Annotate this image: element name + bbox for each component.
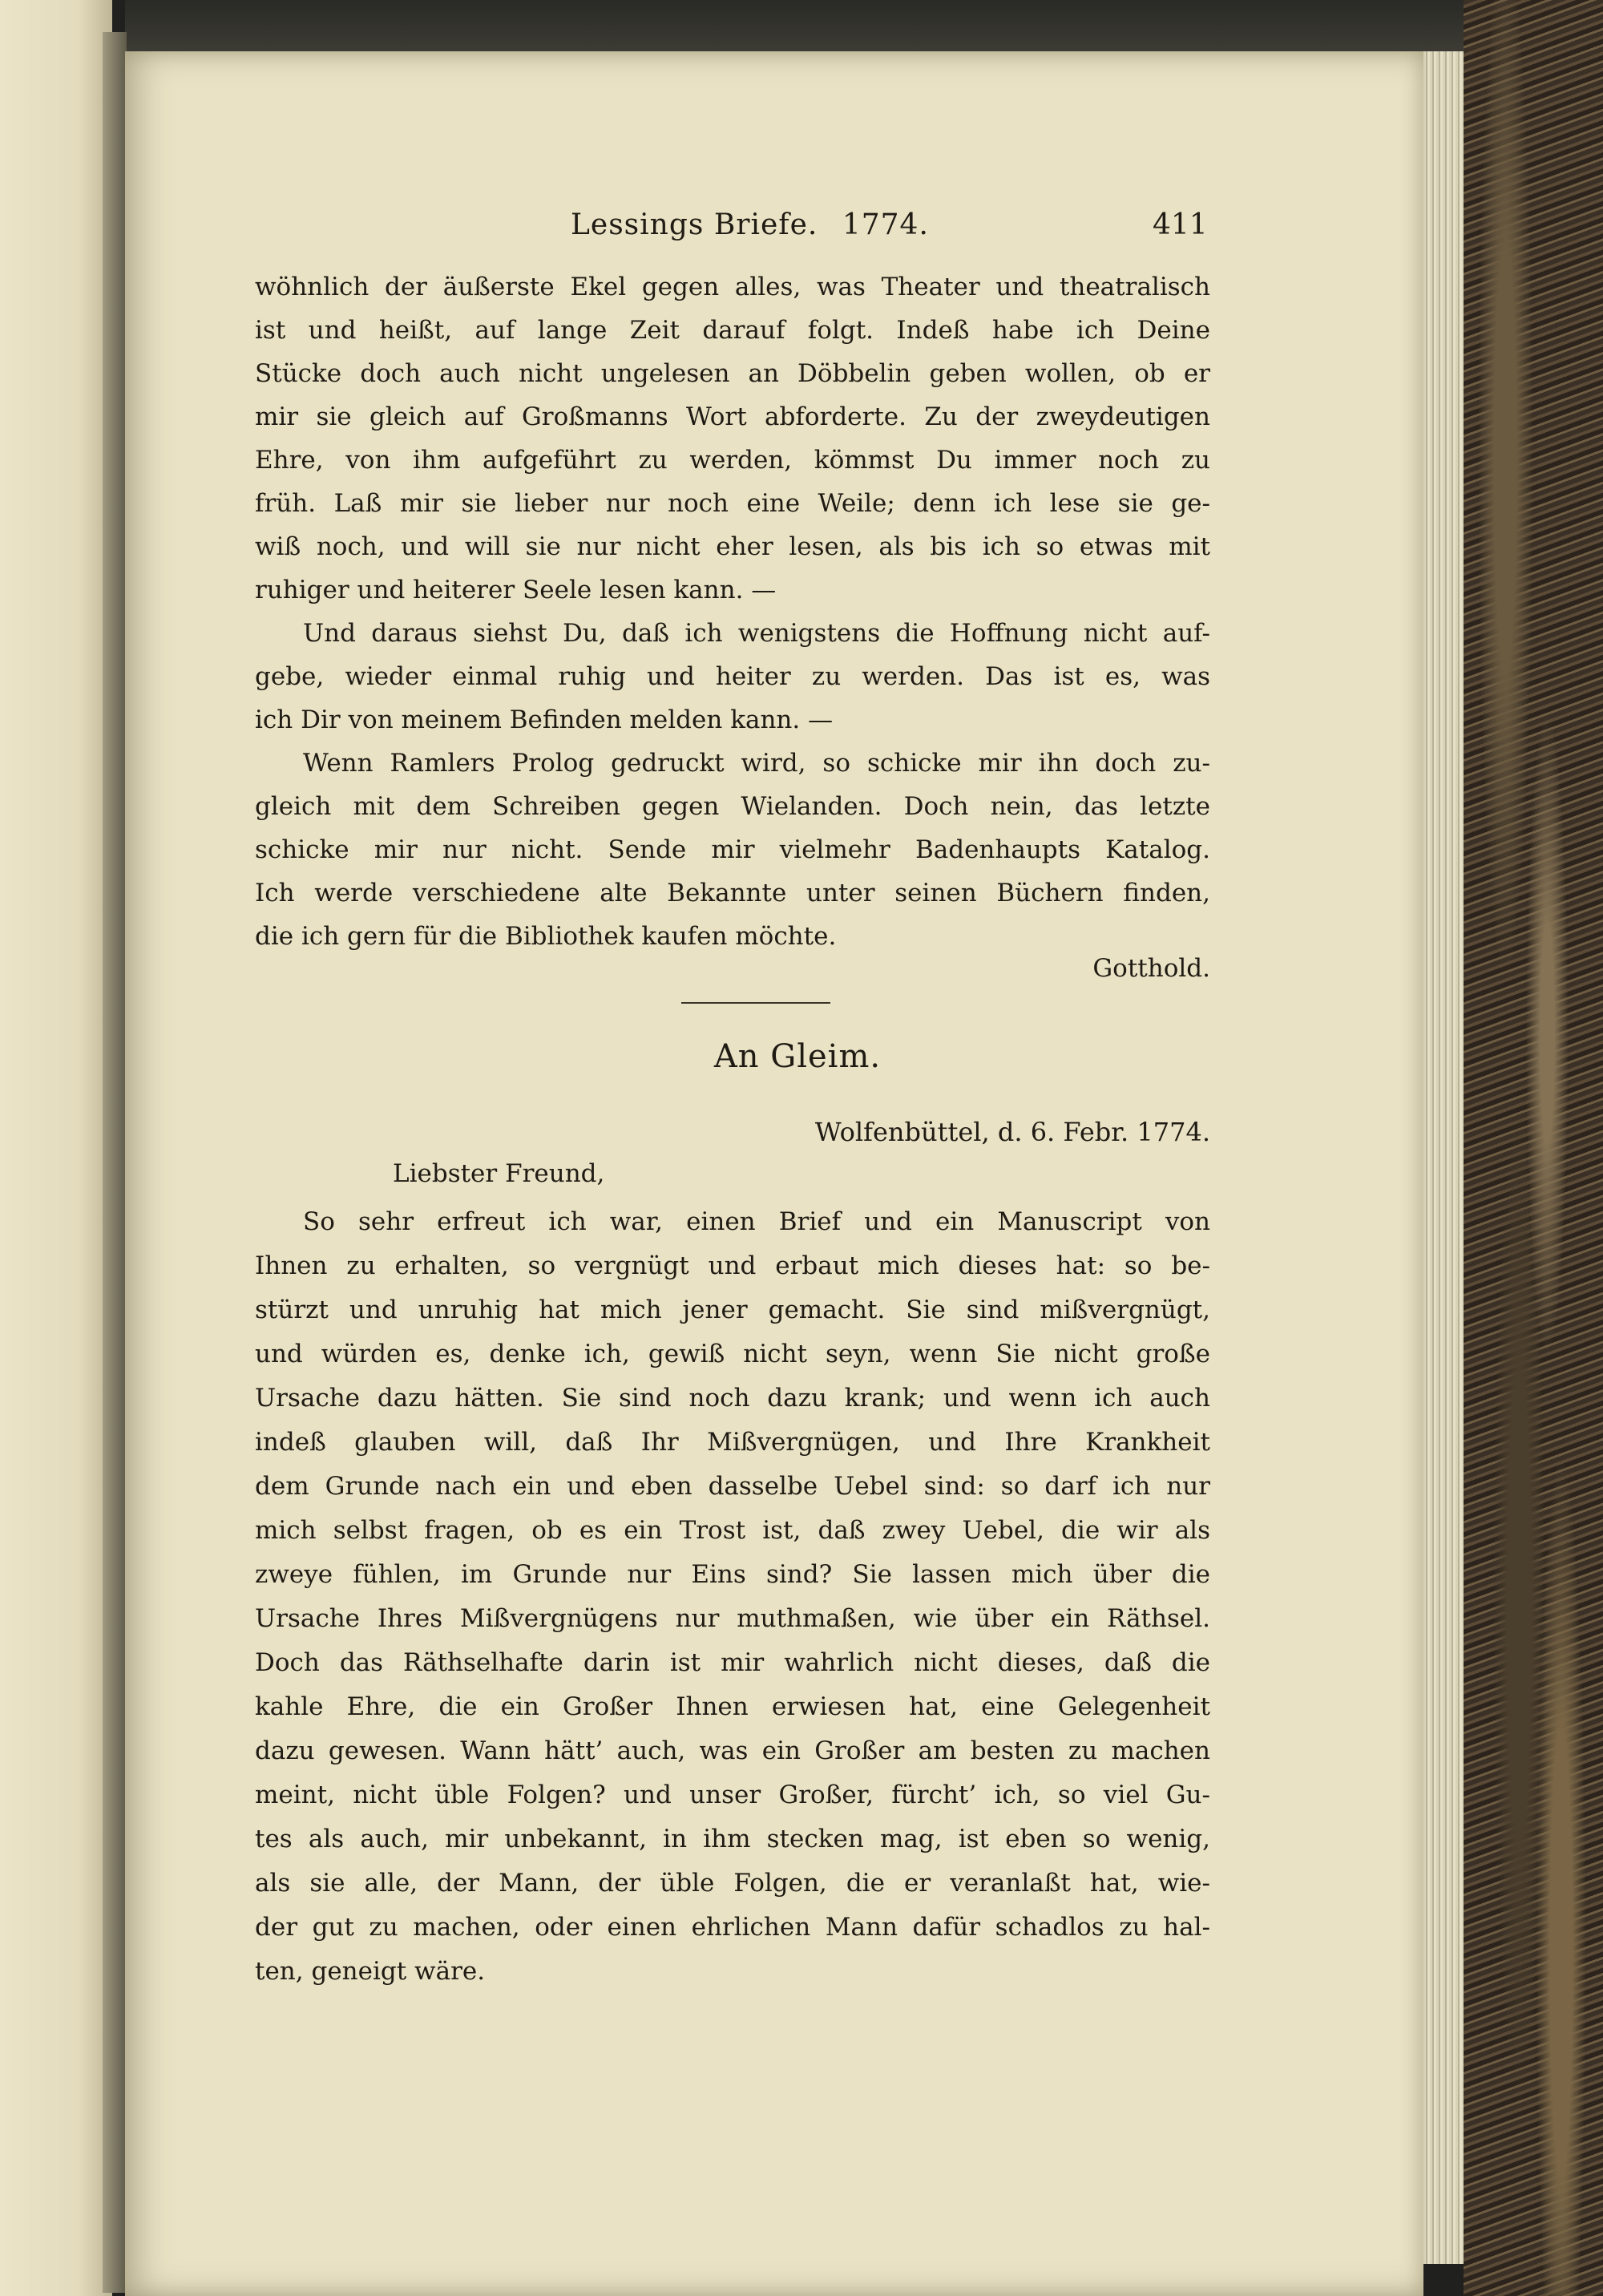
text-line: meint, nicht üble Folgen? und unser Großer, fürcht’ ich, so viel Gu- [255,1781,1210,1809]
salutation: Liebster Freund, [393,1159,605,1188]
left-page-edge [0,0,112,2296]
text-line: Ehre, von ihm aufgeführt zu werden, kömmst Du immer noch zu [255,446,1210,475]
running-year: 1774. [842,208,929,241]
text-line: die ich gern für die Bibliothek kaufen möchte. [255,922,837,951]
text-line: indeß glauben will, daß Ihr Mißvergnügen, und Ihre Krankheit [255,1428,1210,1457]
text-line: wöhnlich der äußerste Ekel gegen alles, was Theater und theatralisch [255,273,1210,301]
running-title: Lessings Briefe. [571,208,818,241]
text-line: zweye fühlen, im Grunde nur Eins sind? Sie lassen mich über die [255,1560,1210,1589]
text-line: gebe, wieder einmal ruhig und heiter zu werden. Das ist es, was [255,662,1210,691]
dateline: Wolfenbüttel, d. 6. Febr. 1774. [814,1117,1210,1147]
book-gutter [103,32,127,2293]
text-line: ich Dir von meinem Befinden melden kann. — [255,705,834,734]
text-line: So sehr erfreut ich war, einen Brief und ein Manuscript von [303,1207,1210,1236]
text-line: Stücke doch auch nicht ungelesen an Döbbelin geben wollen, ob er [255,359,1210,388]
text-line: als sie alle, der Mann, der üble Folgen, die er veranlaßt hat, wie- [255,1869,1210,1898]
text-line: wiß noch, und will sie nur nicht eher lesen, als bis ich so etwas mit [255,532,1210,561]
text-line: ist und heißt, auf lange Zeit darauf folgt. Indeß habe ich Deine [255,316,1210,345]
text-line: und würden es, denke ich, gewiß nicht seyn, wenn Sie nicht große [255,1340,1210,1368]
section-divider [681,1002,830,1004]
text-line: mir sie gleich auf Großmanns Wort abforderte. Zu der zweydeutigen [255,402,1210,431]
marbled-cover [1464,0,1603,2296]
text-line: tes als auch, mir unbekannt, in ihm stecken mag, ist eben so wenig, [255,1825,1210,1853]
text-line: Wenn Ramlers Prolog gedruckt wird, so schicke mir ihn doch zu- [303,749,1210,778]
text-line: Ursache dazu hätten. Sie sind noch dazu krank; und wenn ich auch [255,1384,1210,1413]
text-line: kahle Ehre, die ein Großer Ihnen erwiesen hat, eine Gelegenheit [255,1692,1210,1721]
text-line: gleich mit dem Schreiben gegen Wielanden. Doch nein, das letzte [255,792,1210,821]
text-line: ruhiger und heiterer Seele lesen kann. — [255,576,777,604]
text-line: ten, geneigt wäre. [255,1957,486,1986]
text-line: mich selbst fragen, ob es ein Trost ist, daß zwey Uebel, die wir als [255,1516,1210,1545]
scan-background-top [125,0,1464,51]
text-line: früh. Laß mir sie lieber nur noch eine Weile; denn ich lese sie ge- [255,489,1210,518]
text-line: stürzt und unruhig hat mich jener gemacht. Sie sind mißvergnügt, [255,1296,1210,1324]
text-line: Doch das Räthselhafte darin ist mir wahrlich nicht dieses, daß die [255,1648,1210,1677]
running-head [571,208,929,241]
text-line: der gut zu machen, oder einen ehrlichen Mann dafür schadlos zu hal- [255,1913,1210,1942]
text-line: Ursache Ihres Mißvergnügens nur muthmaßen, wie über ein Räthsel. [255,1604,1210,1633]
text-line: Ihnen zu erhalten, so vergnügt und erbaut mich dieses hat: so be- [255,1251,1210,1280]
text-line: dazu gewesen. Wann hätt’ auch, was ein Großer am besten zu machen [255,1736,1210,1765]
text-line: Ich werde verschiedene alte Bekannte unter seinen Büchern finden, [255,879,1210,907]
page-block-edges [1423,51,1464,2264]
letter-heading: An Gleim. [713,1038,882,1075]
page-number: 411 [1153,208,1208,241]
signature: Gotthold. [1092,954,1210,983]
text-line: dem Grunde nach ein und eben dasselbe Uebel sind: so darf ich nur [255,1472,1210,1501]
text-line: Und daraus siehst Du, daß ich wenigstens die Hoffnung nicht auf- [303,619,1210,648]
text-line: schicke mir nur nicht. Sende mir vielmehr Badenhaupts Katalog. [255,835,1210,864]
